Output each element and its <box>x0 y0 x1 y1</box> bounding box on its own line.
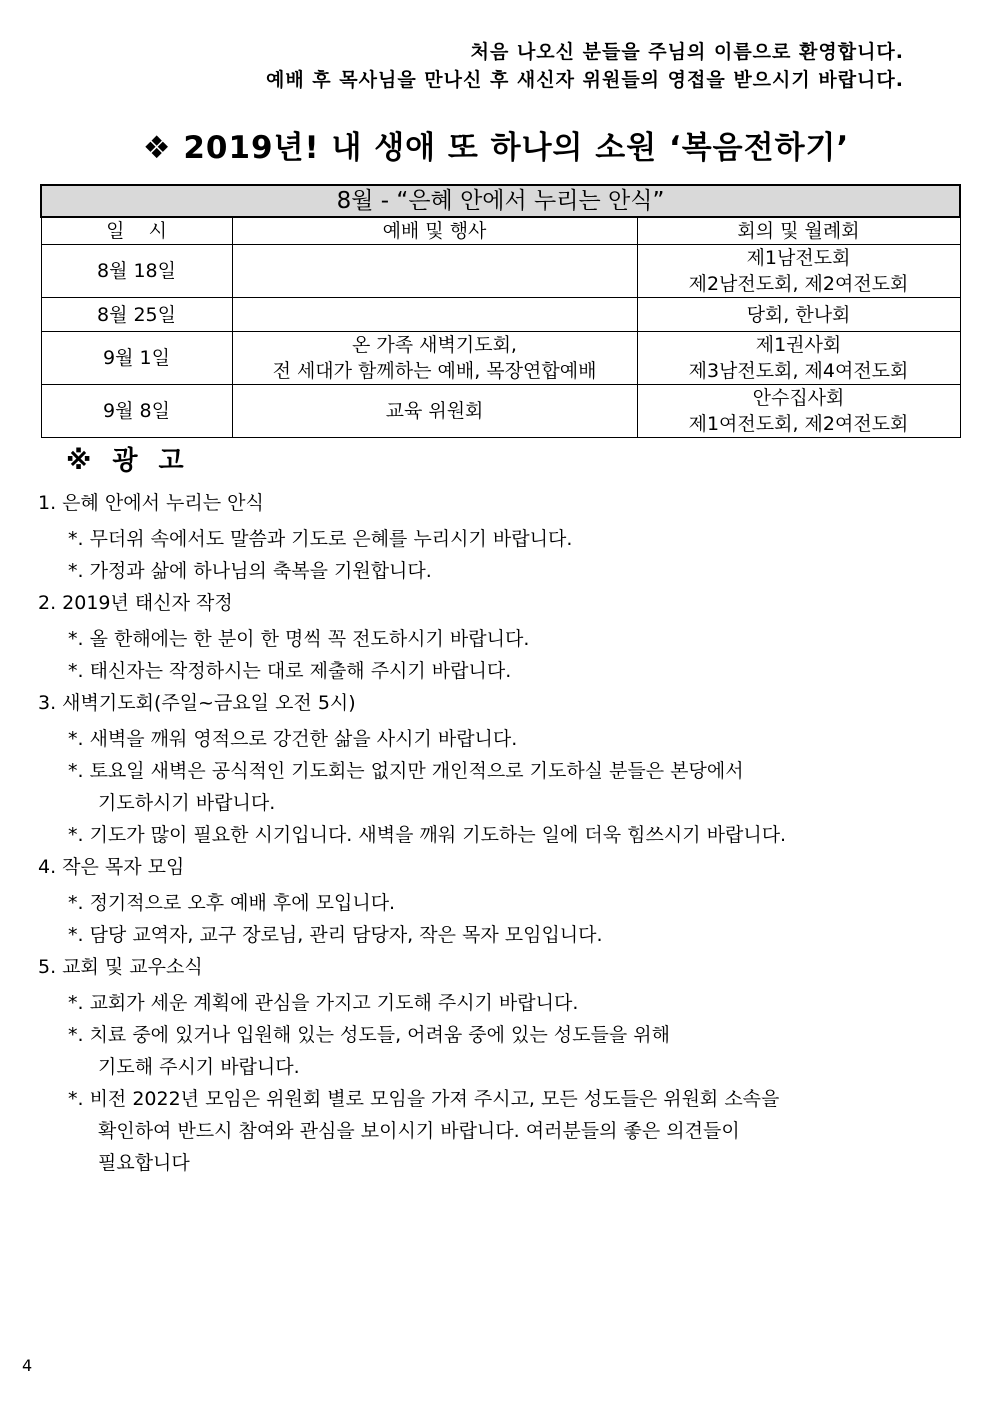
item-line: *. 치료 중에 있거나 입원해 있는 성도들, 어려움 중에 있는 성도들을 위해 <box>68 1024 670 1046</box>
announcement-item <box>38 655 968 687</box>
item-line: *. 기도가 많이 필요한 시기입니다. 새벽을 깨워 기도하는 일에 더욱 힘쓰시기 바랍니다. <box>68 824 787 846</box>
announcement-item <box>38 919 968 951</box>
table-row <box>41 298 960 332</box>
item-line: 확인하여 반드시 참여와 관심을 보이시기 바랍니다. 여러분들의 좋은 의견들이 <box>98 1120 740 1142</box>
announcement-item <box>38 1083 968 1179</box>
announcement-section <box>38 951 968 1179</box>
event-line: 전 세대가 함께하는 예배, 목장연합예배 <box>272 360 597 382</box>
row-event <box>232 385 637 438</box>
item-line: *. 새벽을 깨워 영적으로 강건한 삶을 사시기 바랍니다. <box>68 728 518 750</box>
page-number: 4 <box>22 1356 33 1375</box>
announcement-item <box>38 623 968 655</box>
table-row <box>41 385 960 438</box>
item-line: *. 가정과 삶에 하나님의 축복을 기원합니다. <box>68 560 432 582</box>
item-line: *. 담당 교역자, 교구 장로님, 관리 담당자, 작은 목자 모임입니다. <box>68 924 603 946</box>
announcement-item <box>38 987 968 1019</box>
meeting-line: 제3남전도회, 제4여전도회 <box>688 360 909 382</box>
announcement-section <box>38 851 968 951</box>
table-row <box>41 332 960 385</box>
event-line: 교육 위원회 <box>385 400 484 422</box>
item-line: *. 태신자는 작정하시는 대로 제출해 주시기 바랍니다. <box>68 660 512 682</box>
item-line: *. 교회가 세운 계획에 관심을 가지고 기도해 주시기 바랍니다. <box>68 992 579 1014</box>
item-line: *. 정기적으로 오후 예배 후에 모입니다. <box>68 892 396 914</box>
meeting-line: 제1남전도회 <box>746 247 851 269</box>
row-date: 8월 25일 <box>41 298 232 332</box>
announcement-section <box>38 687 968 851</box>
row-date: 8월 18일 <box>41 245 232 298</box>
item-line: 기도해 주시기 바랍니다. <box>98 1056 300 1078</box>
announcement-item <box>38 819 968 851</box>
meeting-line: 제1여전도회, 제2여전도회 <box>688 413 909 435</box>
header-event: 예배 및 행사 <box>232 217 637 245</box>
announcement-item <box>38 1019 968 1083</box>
row-meeting <box>637 245 960 298</box>
item-line: 필요합니다 <box>98 1152 190 1174</box>
meeting-line: 당회, 한나회 <box>746 303 851 326</box>
header-meeting: 회의 및 월례회 <box>637 217 960 245</box>
item-line: *. 무더위 속에서도 말씀과 기도로 은혜를 누리시기 바랍니다. <box>68 528 573 550</box>
announcement-item <box>38 523 968 555</box>
announcements-list <box>38 487 968 1179</box>
meeting-line: 안수집사회 <box>752 387 845 409</box>
row-event <box>232 298 637 332</box>
item-line: *. 올 한해에는 한 분이 한 명씩 꼭 전도하시기 바랍니다. <box>68 628 530 650</box>
event-line: 온 가족 새벽기도회, <box>352 334 517 356</box>
item-line: 기도하시기 바랍니다. <box>98 792 276 814</box>
welcome-message <box>266 38 904 94</box>
item-line: *. 비전 2022년 모임은 위원회 별로 모임을 가져 주시고, 모든 성도들은 위원회 소속을 <box>68 1088 780 1110</box>
section-title: 5. 교회 및 교우소식 <box>38 956 203 978</box>
header-date: 일 시 <box>41 217 232 245</box>
item-line: *. 토요일 새벽은 공식적인 기도회는 없지만 개인적으로 기도하실 분들은 본당에서 <box>68 760 744 782</box>
row-event <box>232 245 637 298</box>
welcome-line: 처음 나오신 분들을 주님의 이름으로 환영합니다. <box>470 41 904 63</box>
row-date: 9월 1일 <box>41 332 232 385</box>
table-row <box>41 245 960 298</box>
announcement-section <box>38 487 968 587</box>
meeting-line: 제2남전도회, 제2여전도회 <box>688 273 909 295</box>
row-meeting <box>637 332 960 385</box>
announcement-section <box>38 587 968 687</box>
month-title: 8월 - “은혜 안에서 누리는 안식” <box>41 185 960 217</box>
announcement-item <box>38 755 968 819</box>
section-title: 3. 새벽기도회(주일~금요일 오전 5시) <box>38 692 356 714</box>
month-title-row <box>41 185 960 217</box>
schedule-table <box>40 184 961 438</box>
page-title: ❖ 2019년! 내 생애 또 하나의 소원 ‘복음전하기’ <box>142 130 850 166</box>
section-title: 2. 2019년 태신자 작정 <box>38 592 233 614</box>
announcements-heading: ※ 광 고 <box>66 446 190 476</box>
welcome-line: 예배 후 목사님을 만나신 후 새신자 위원들의 영접을 받으시기 바랍니다. <box>265 69 904 91</box>
section-title: 4. 작은 목자 모임 <box>38 856 185 878</box>
row-meeting <box>637 298 960 332</box>
announcement-item <box>38 723 968 755</box>
announcement-item <box>38 555 968 587</box>
row-date: 9월 8일 <box>41 385 232 438</box>
announcement-item <box>38 887 968 919</box>
table-header-row <box>41 217 960 245</box>
row-event <box>232 332 637 385</box>
meeting-line: 제1권사회 <box>755 334 842 356</box>
row-meeting <box>637 385 960 438</box>
section-title: 1. 은혜 안에서 누리는 안식 <box>38 492 264 514</box>
